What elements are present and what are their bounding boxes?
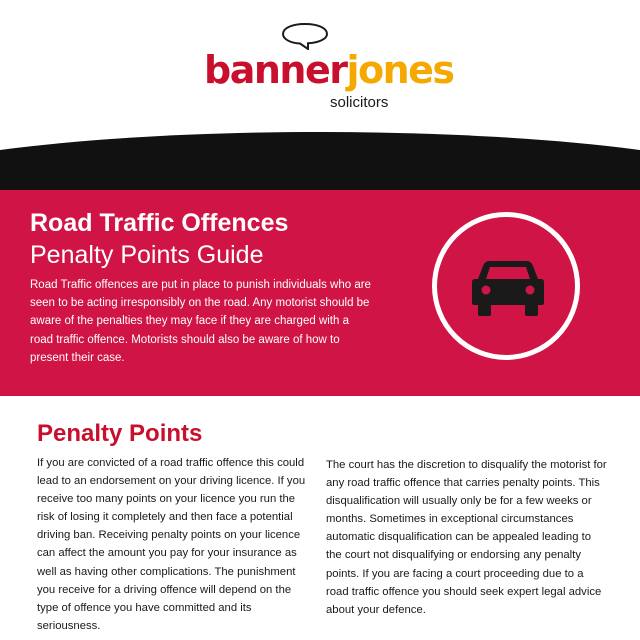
brand-tagline: solicitors bbox=[330, 94, 389, 111]
banner-subtitle: Penalty Points Guide bbox=[30, 241, 264, 269]
car-badge bbox=[432, 212, 580, 360]
left-column-text: If you are convicted of a road traffic offence this could lead to an endorsement on your driving licence. If you receive too many points on your licence you run the risk of losing it completely and then face a potential driving ban. Receiving penalty points on your licence can affect the amount you pay for your insurance as well as having other complications. The punishment you receive for a driving offence will depend on the type of offence you have committed and its seriousness. bbox=[37, 457, 306, 632]
logo bbox=[200, 22, 454, 112]
section-title: Penalty Points bbox=[37, 420, 203, 447]
main-content bbox=[0, 396, 640, 640]
brand-name-part2: jones bbox=[346, 48, 454, 92]
header bbox=[0, 0, 640, 190]
banner-title: Road Traffic Offences bbox=[30, 209, 289, 237]
hero-banner bbox=[0, 190, 640, 396]
header-swoosh bbox=[0, 128, 640, 198]
brand-name bbox=[204, 46, 454, 94]
right-column-text: The court has the discretion to disqualify the motorist for any road traffic offence that carries penalty points. This disqualification will usually only be for a few weeks or months. Sometimes in exceptional circumstances automatic disqualification can be appealed leading to the court not disqualifying or endorsing any penalty points. If you are facing a court proceeding due to a road traffic offence you should seek expert legal advice about your defence. bbox=[326, 459, 607, 616]
banner-intro: Road Traffic offences are put in place to punish individuals who are seen to be acting irresponsibly on the road. Any motorist should be aware of the penalties they may face if they are charged with a road traffic offence. Motorists should also be aware of how to present their case. bbox=[30, 279, 371, 364]
car-icon bbox=[471, 257, 545, 317]
brand-name-part1: banner bbox=[204, 48, 347, 92]
